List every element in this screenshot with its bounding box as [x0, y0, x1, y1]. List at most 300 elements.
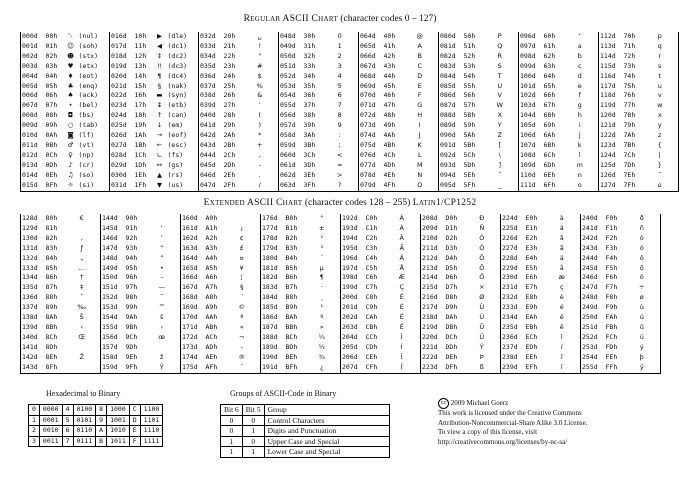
table-cell: ♫ — [67, 170, 74, 179]
table-cell: 57h — [463, 101, 476, 110]
table-cell: ž — [160, 352, 164, 361]
table-cell: 081d — [439, 42, 463, 52]
table-cell: ‼ — [157, 61, 162, 70]
table-cell: 172d — [181, 333, 205, 343]
table-cell: L — [417, 150, 422, 159]
table-cell: S — [497, 61, 502, 70]
table-cell: 04h — [45, 71, 58, 80]
table-cell: ◀ — [157, 41, 162, 50]
table-row — [21, 141, 679, 151]
table-cell: F5h — [605, 263, 618, 272]
table-cell: 1010 — [107, 426, 130, 437]
table-cell: > — [337, 170, 343, 179]
table-cell: ␀ — [67, 32, 74, 40]
table-cell: 54h — [463, 71, 476, 80]
table-cell: 0110 — [73, 426, 96, 437]
table-cell: 040d — [199, 111, 223, 121]
extended-title-range: (character codes 128 – 255) — [304, 198, 411, 208]
table-cell: B4h — [285, 253, 298, 262]
table-cell: 026d — [110, 131, 134, 141]
table-cell: 30h — [303, 32, 316, 40]
table-cell: 12h — [134, 51, 147, 60]
table-cell: 128d — [21, 214, 45, 224]
table-cell: — — [158, 283, 165, 292]
table-cell: 08h — [45, 111, 58, 120]
table-cell: 188d — [261, 333, 285, 343]
table-cell: 5Ah — [463, 131, 476, 140]
table-cell: ý — [624, 343, 661, 353]
table-cell: 069d — [359, 82, 383, 92]
table-cell: 113d — [599, 42, 623, 52]
table-cell: o — [562, 181, 599, 191]
table-cell: . — [258, 170, 261, 179]
table-cell: 6 — [337, 91, 342, 100]
table-cell: è — [559, 293, 564, 302]
table-row — [21, 52, 679, 62]
table-cell: : — [338, 131, 341, 140]
table-cell: 6Ch — [543, 150, 556, 159]
table-cell: ü — [624, 333, 661, 343]
table-cell: 07h — [45, 101, 58, 110]
table-cell: 03h — [45, 61, 58, 70]
table-cell: 70h — [623, 32, 636, 40]
table-cell: 003d — [21, 62, 45, 72]
table-cell: þ — [624, 353, 661, 363]
table-cell: 060d — [279, 151, 303, 161]
table-cell: 169d — [181, 303, 205, 313]
table-cell: ™ — [158, 303, 165, 312]
table-cell: 218d — [421, 313, 445, 323]
table-cell: Y — [497, 121, 502, 130]
table-cell: 255d — [581, 363, 605, 373]
table-cell: ° — [320, 214, 324, 222]
table-cell: 194d — [341, 234, 365, 244]
table-cell: 217d — [421, 303, 445, 313]
license-url[interactable]: http://creativecommons.org/licenses/by-nc-sa/ — [438, 437, 568, 446]
table-cell: 159d — [101, 363, 125, 373]
table-cell: FDh — [605, 342, 618, 351]
table-cell: 012d — [21, 151, 45, 161]
table-cell: á — [559, 223, 564, 232]
table-cell: 046d — [199, 171, 223, 181]
table-cell: 7Fh — [623, 181, 642, 191]
table-cell: 177d — [261, 224, 285, 234]
table-cell: 76h — [623, 91, 636, 100]
table-cell: 173d — [181, 343, 205, 353]
table-cell: 1Ch — [134, 150, 147, 159]
table-cell: 187d — [261, 323, 285, 333]
table-row — [21, 343, 661, 353]
table-cell: œ — [158, 332, 166, 341]
table-cell: A2h — [205, 233, 218, 242]
table-cell: « — [239, 322, 244, 331]
table-cell: ƒ — [80, 243, 83, 252]
table-cell: 212d — [421, 254, 445, 264]
table-cell: ‚ — [80, 233, 83, 242]
table-cell: 161d — [181, 224, 205, 234]
table-cell: BAh — [285, 313, 298, 322]
table-cell: 028d — [110, 151, 134, 161]
table-cell: 006d — [21, 91, 45, 101]
table-cell: ) — [258, 121, 262, 130]
table-cell: D — [129, 415, 140, 426]
table-cell: (si) — [78, 181, 110, 191]
table-cell: 094d — [439, 171, 463, 181]
table-cell: DAh — [445, 313, 458, 322]
table-cell: 030d — [110, 171, 134, 181]
table-cell: 09h — [45, 121, 58, 130]
table-cell: µ — [319, 263, 324, 272]
table-row — [21, 111, 679, 121]
table-cell: 213d — [421, 264, 445, 274]
table-cell: 31h — [303, 41, 316, 50]
table-cell: 99h — [125, 303, 138, 312]
table-cell: 198d — [341, 273, 365, 283]
table-cell: 22h — [223, 51, 236, 60]
table-cell: 224d — [501, 214, 525, 224]
table-cell: 86h — [45, 273, 58, 282]
table-cell: 017d — [110, 42, 134, 52]
table-cell: 091d — [439, 141, 463, 151]
table-cell: ó — [624, 244, 661, 254]
table-row — [29, 405, 163, 416]
table-cell — [64, 343, 101, 353]
table-cell: ECh — [525, 332, 538, 341]
table-cell: 100d — [519, 72, 543, 82]
table-cell: 3Fh — [303, 181, 322, 191]
table-cell: 037d — [199, 82, 223, 92]
table-cell: 174d — [181, 353, 205, 363]
table-cell: EDh — [525, 342, 538, 351]
table-cell: 083d — [439, 62, 463, 72]
table-cell: 1001 — [107, 415, 130, 426]
column-header: Bit 6 — [221, 405, 243, 416]
table-cell: 87h — [45, 283, 58, 292]
table-cell: Ñ — [479, 223, 485, 232]
table-cell: A4h — [205, 253, 218, 262]
table-cell: A9h — [205, 303, 218, 312]
table-cell: ˆ — [498, 170, 502, 179]
table-cell: 1011 — [107, 436, 130, 447]
table-cell: F2h — [605, 233, 618, 242]
table-cell: 134d — [21, 273, 45, 283]
table-cell: (so) — [78, 170, 95, 179]
table-cell: 055d — [279, 101, 303, 111]
table-cell: 096d — [519, 32, 543, 42]
table-cell: » — [319, 322, 324, 331]
table-cell: - — [240, 342, 243, 351]
license-line-2: Attribution-Noncommercial-Share Alike 3.0 License. — [438, 418, 588, 427]
table-cell: 248d — [581, 293, 605, 303]
table-cell: 14h — [134, 71, 147, 80]
table-cell: Â — [399, 233, 404, 242]
table-cell: ” — [160, 253, 164, 262]
table-cell: H — [417, 111, 423, 120]
table-cell — [64, 363, 101, 373]
table-cell: 32h — [303, 51, 316, 60]
table-cell: 022d — [110, 91, 134, 101]
table-cell: î — [560, 352, 563, 361]
table-cell: 251d — [581, 323, 605, 333]
table-cell: } — [642, 161, 679, 171]
table-cell: 4Ch — [383, 150, 396, 159]
table-cell: ì — [560, 332, 563, 341]
table-cell: 098d — [519, 52, 543, 62]
table-cell: 050d — [279, 52, 303, 62]
table-cell: 168d — [181, 293, 205, 303]
table-cell: 190d — [261, 353, 285, 363]
table-cell: É — [399, 303, 404, 312]
table-cell: ø — [624, 293, 661, 303]
table-cell: 41h — [383, 41, 396, 50]
table-cell: D4h — [445, 253, 458, 262]
table-cell: 153d — [101, 303, 125, 313]
table-cell: (dle) — [167, 32, 188, 40]
table-row — [21, 32, 679, 42]
table-cell: ACh — [205, 332, 218, 341]
table-cell: F4h — [605, 253, 618, 262]
table-cell: ê — [559, 313, 564, 322]
groups-title: Groups of ASCII-Code in Binary — [230, 389, 337, 398]
table-cell: å — [559, 263, 564, 272]
table-cell: a — [577, 41, 582, 50]
table-cell: (nak) — [167, 81, 188, 90]
table-cell: 5Fh — [463, 181, 482, 191]
table-cell: 5 — [337, 81, 342, 90]
table-cell: Ý — [479, 342, 484, 351]
table-row — [21, 151, 679, 161]
table-cell: 50h — [463, 32, 476, 40]
table-cell: 90h — [125, 214, 138, 222]
table-cell: ¯ — [224, 363, 261, 373]
table-cell: 002d — [21, 52, 45, 62]
table-cell: 084d — [439, 72, 463, 82]
table-cell: 249d — [581, 303, 605, 313]
table-cell: 118d — [599, 91, 623, 101]
table-cell: é — [559, 303, 564, 312]
license-line-1: This work is licensed under the Creative Commons — [438, 409, 582, 417]
table-cell: 203d — [341, 323, 365, 333]
table-cell: 0 — [242, 436, 264, 447]
table-cell: Š — [79, 313, 84, 322]
table-cell: 00h — [45, 32, 58, 40]
table-cell: 170d — [181, 313, 205, 323]
table-cell: 79h — [623, 121, 636, 130]
table-cell: 2 — [337, 51, 342, 60]
table-cell: Å — [399, 263, 404, 272]
table-cell: 42h — [383, 51, 396, 60]
table-cell: 146d — [101, 234, 125, 244]
table-cell: Ù — [479, 303, 485, 312]
table-row — [21, 62, 679, 72]
table-cell: B — [96, 436, 107, 447]
table-cell: 222d — [421, 353, 445, 363]
table-cell: Lower Case and Special — [264, 447, 389, 458]
table-cell: B8h — [285, 293, 298, 302]
table-cell: 8 — [337, 111, 342, 120]
table-cell: 18h — [134, 111, 147, 120]
table-cell: C0h — [365, 214, 378, 222]
table-cell: 106d — [519, 131, 543, 141]
extended-ascii-table — [20, 214, 661, 374]
table-cell: (fs) — [167, 150, 184, 159]
table-cell: 46h — [383, 91, 396, 100]
regular-title-main: Regular ASCII Chart — [243, 14, 339, 24]
table-cell: ã — [559, 243, 564, 252]
table-cell: 38h — [303, 111, 316, 120]
table-cell: ¢ — [239, 233, 244, 242]
table-cell: 9Ch — [125, 332, 138, 341]
table-cell: 204d — [341, 333, 365, 343]
table-cell: 0Bh — [45, 140, 58, 149]
table-cell: ← — [156, 140, 163, 149]
table-cell: 06h — [45, 91, 58, 100]
table-cell: ® — [238, 352, 245, 361]
table-cell: 34h — [303, 71, 316, 80]
table-cell: 0100 — [73, 405, 96, 416]
table-cell: 077d — [359, 161, 383, 171]
table-cell: R — [497, 51, 503, 60]
table-cell: 035d — [199, 62, 223, 72]
table-cell: 58h — [463, 111, 476, 120]
table-cell: (eof) — [167, 131, 188, 140]
table-cell: û — [624, 323, 661, 333]
table-cell: 093d — [439, 161, 463, 171]
table-cell: Ú — [479, 313, 485, 322]
table-cell: E5h — [525, 263, 538, 272]
table-cell: (lf) — [78, 131, 95, 140]
table-cell: Ð — [479, 214, 485, 222]
table-cell: B0h — [285, 214, 298, 222]
table-cell: ± — [319, 223, 325, 232]
regular-ascii-table — [20, 32, 679, 192]
table-cell: - — [258, 160, 261, 169]
table-cell: D6h — [445, 273, 458, 282]
table-cell: 210d — [421, 234, 445, 244]
table-cell: 1Dh — [134, 160, 147, 169]
table-cell: EAh — [525, 313, 538, 322]
table-cell: 77h — [623, 101, 636, 110]
table-cell: 4Fh — [383, 181, 402, 191]
table-row — [21, 254, 661, 264]
table-cell: EEh — [525, 352, 538, 361]
table-cell: 65h — [543, 81, 556, 90]
table-cell: 150d — [101, 273, 125, 283]
table-cell: 102d — [519, 91, 543, 101]
table-cell: 1 — [242, 426, 264, 437]
table-cell: 104d — [519, 111, 543, 121]
table-cell: 140d — [21, 333, 45, 343]
table-cell: 75h — [623, 81, 636, 90]
table-cell: 236d — [501, 333, 525, 343]
table-cell: 82h — [45, 233, 58, 242]
table-cell: C9h — [365, 303, 378, 312]
table-cell: A3h — [205, 243, 218, 252]
copyright-text: 2009 Michael Goerz — [450, 399, 509, 408]
table-cell: 116d — [599, 72, 623, 82]
table-cell: 025d — [110, 121, 134, 131]
table-cell: # — [257, 61, 263, 70]
table-cell: CEh — [365, 352, 378, 361]
table-cell: 8 — [96, 405, 107, 416]
table-row — [21, 171, 679, 181]
table-cell: C5h — [365, 263, 378, 272]
table-cell: M — [416, 160, 423, 169]
table-cell: s — [642, 62, 679, 72]
table-cell: C4h — [365, 253, 378, 262]
table-cell: 51h — [463, 41, 476, 50]
table-row — [21, 303, 661, 313]
table-cell: ; — [338, 140, 341, 149]
table-cell: 0001 — [39, 415, 62, 426]
table-cell: 186d — [261, 313, 285, 323]
table-cell: 35h — [303, 81, 316, 90]
table-cell: 005d — [21, 82, 45, 92]
table-cell: 24h — [223, 71, 236, 80]
table-cell: 215d — [421, 283, 445, 293]
table-cell: ö — [624, 273, 661, 283]
table-cell: 020d — [110, 72, 134, 82]
table-cell: ¶ — [157, 71, 162, 80]
table-cell: 087d — [439, 101, 463, 111]
table-cell: 9Ah — [125, 313, 138, 322]
table-cell: ð — [624, 214, 661, 224]
table-cell: 229d — [501, 264, 525, 274]
table-cell: CDh — [365, 342, 378, 351]
table-cell: 0Ch — [45, 150, 58, 159]
table-cell: V — [497, 91, 502, 100]
table-cell: D — [417, 71, 423, 80]
table-cell: ë — [559, 322, 564, 331]
table-cell: æ — [558, 273, 565, 282]
table-cell: ☼ — [64, 181, 78, 191]
table-cell: CBh — [365, 322, 378, 331]
table-cell: B1h — [285, 223, 298, 232]
table-cell: 111d — [519, 181, 543, 191]
table-cell: P — [497, 32, 502, 40]
table-cell: 67h — [543, 101, 556, 110]
table-cell: ▲ — [157, 170, 162, 179]
table-cell: / — [242, 181, 279, 191]
table-cell: ! — [258, 41, 262, 50]
table-cell: 199d — [341, 283, 365, 293]
table-row — [21, 181, 679, 191]
table-cell: Ô — [479, 253, 485, 262]
table-cell: ◘ — [67, 111, 74, 120]
table-cell: 6Bh — [543, 140, 556, 149]
table-cell: 1 — [221, 447, 243, 458]
table-cell: & — [257, 91, 263, 100]
table-cell: 189d — [261, 343, 285, 353]
table-cell: (dc4) — [167, 71, 188, 80]
table-cell: 227d — [501, 244, 525, 254]
table-cell: 1110 — [140, 426, 163, 437]
table-row — [21, 333, 661, 343]
table-cell: m — [576, 160, 583, 169]
table-cell: 011d — [21, 141, 45, 151]
table-cell: ↨ — [156, 101, 163, 110]
table-cell: f — [578, 91, 581, 100]
table-cell: 185d — [261, 303, 285, 313]
table-row — [21, 82, 679, 92]
table-cell: 96h — [125, 273, 138, 282]
table-cell: 4Ah — [383, 131, 396, 140]
table-cell: 7 — [337, 101, 342, 110]
table-cell: (dc2) — [167, 51, 188, 60]
table-cell: 151d — [101, 283, 125, 293]
table-cell: ¬ — [239, 332, 245, 341]
table-row — [21, 121, 679, 131]
